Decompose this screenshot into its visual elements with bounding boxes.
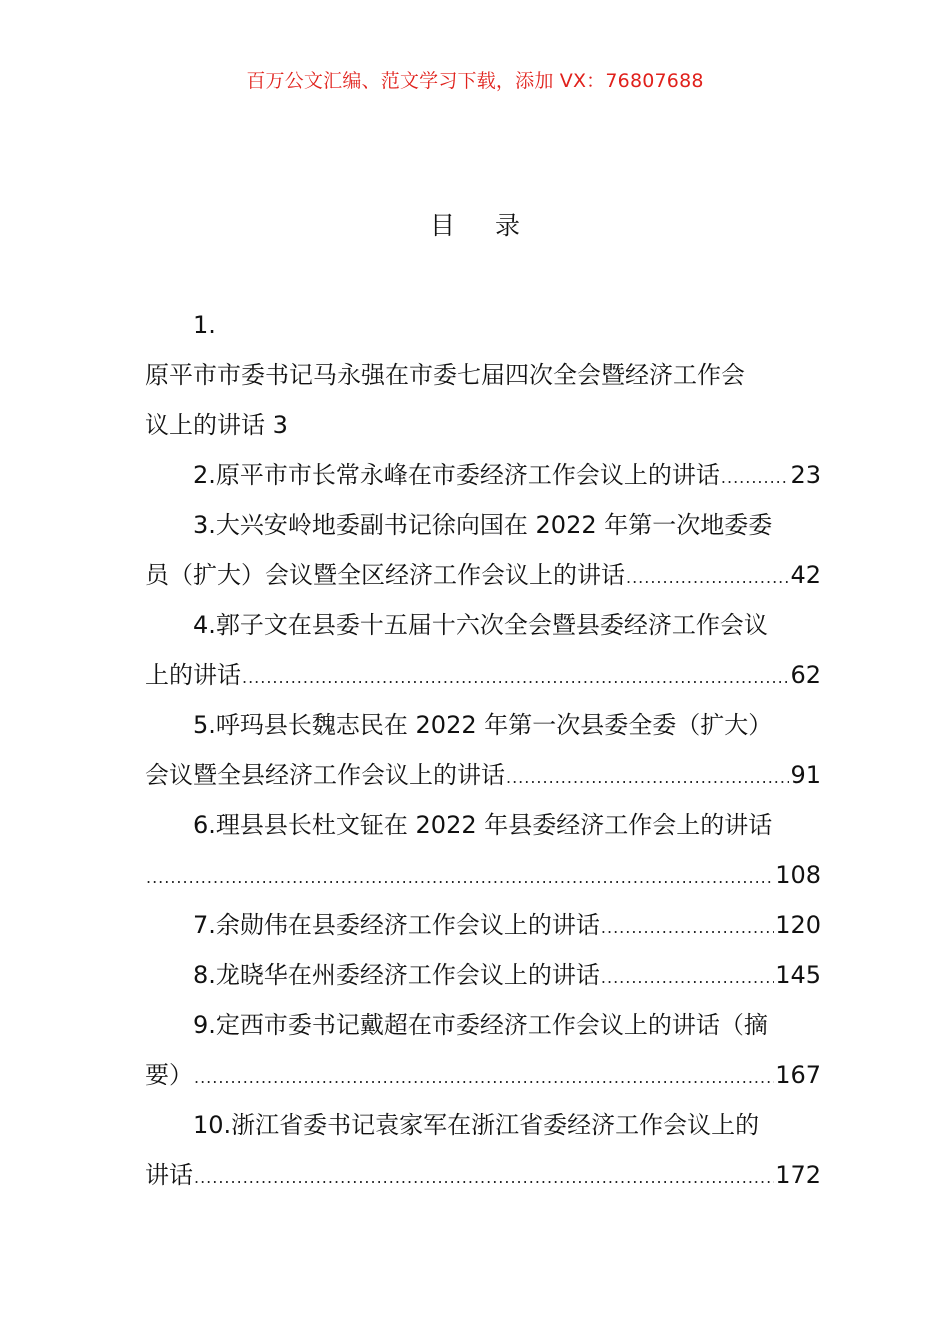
page-title: 目 录 [430,211,536,240]
toc-page-number: 145 [775,961,821,989]
dot-leader [242,653,789,700]
toc-entry-9-line1[interactable] [145,1000,821,1050]
toc-page-number: 23 [790,461,821,489]
dot-leader [194,1053,774,1100]
toc-page-number: 108 [775,861,821,889]
toc-entry-title: 原平市市委书记马永强在市委七届四次全会暨经济工作会 [145,361,745,389]
toc-page-number: 42 [790,561,821,589]
toc-entry-title-continued: 议上的讲话 3 [145,411,288,439]
toc-page-number: 91 [790,761,821,789]
toc-entry-title-continued: 上的讲话 [145,661,241,689]
toc-entry-title: 3.大兴安岭地委副书记徐向国在 2022 年第一次地委委 [193,511,773,539]
toc-entry-3-line2[interactable] [145,550,821,600]
toc-entry-title-continued: 要） [145,1061,193,1089]
toc-page-number: 167 [775,1061,821,1089]
toc-entry-9-line2[interactable] [145,1050,821,1100]
toc-entry-4-line2[interactable] [145,650,821,700]
toc-entry-title: 8.龙晓华在州委经济工作会议上的讲话 [193,961,600,989]
toc-entry-title: 6.理县县长杜文钲在 2022 年县委经济工作会上的讲话 [193,811,773,839]
toc-entry-title: 4.郭子文在县委十五届十六次全会暨县委经济工作会议 [193,611,768,639]
dot-leader [194,1153,774,1200]
dot-leader [626,553,789,600]
toc-entry-number: 1. [193,311,216,339]
toc-entry-10-line1[interactable] [145,1100,821,1150]
toc-entry-2[interactable] [145,450,821,500]
toc-page-number: 172 [775,1161,821,1189]
toc-entry-10-line2[interactable] [145,1150,821,1200]
toc-entry-title: 7.余勋伟在县委经济工作会议上的讲话 [193,911,600,939]
toc-entry-title-continued: 讲话 [145,1161,193,1189]
toc-entry-6-line1[interactable] [145,800,821,850]
toc-entry-8[interactable] [145,950,821,1000]
toc-entry-title-continued: 会议暨全县经济工作会议上的讲话 [145,761,505,789]
table-of-contents [145,300,821,1200]
dot-leader [506,753,789,800]
toc-entry-4-line1[interactable] [145,600,821,650]
watermark-header: 百万公文汇编、范文学习下载，添加 VX：76807688 [246,70,704,92]
toc-entry-1-line1[interactable] [145,350,821,400]
toc-entry-1-number[interactable] [145,300,821,350]
toc-entry-7[interactable] [145,900,821,950]
dot-leader [601,953,774,1000]
toc-entry-1-line2[interactable] [145,400,821,450]
toc-entry-title-continued: 员（扩大）会议暨全区经济工作会议上的讲话 [145,561,625,589]
toc-entry-title: 9.定西市委书记戴超在市委经济工作会议上的讲话（摘 [193,1011,768,1039]
toc-entry-3-line1[interactable] [145,500,821,550]
dot-leader [721,453,790,500]
toc-entry-5-line2[interactable] [145,750,821,800]
toc-entry-5-line1[interactable] [145,700,821,750]
dot-leader [146,853,774,900]
toc-entry-title: 5.呼玛县长魏志民在 2022 年第一次县委全委（扩大） [193,711,773,739]
dot-leader [601,903,774,950]
toc-entry-title: 10.浙江省委书记袁家军在浙江省委经济工作会议上的 [193,1111,760,1139]
toc-page-number: 62 [790,661,821,689]
toc-entry-6-line2[interactable] [145,850,821,900]
toc-entry-title: 2.原平市市长常永峰在市委经济工作会议上的讲话 [193,461,720,489]
toc-page-number: 120 [775,911,821,939]
